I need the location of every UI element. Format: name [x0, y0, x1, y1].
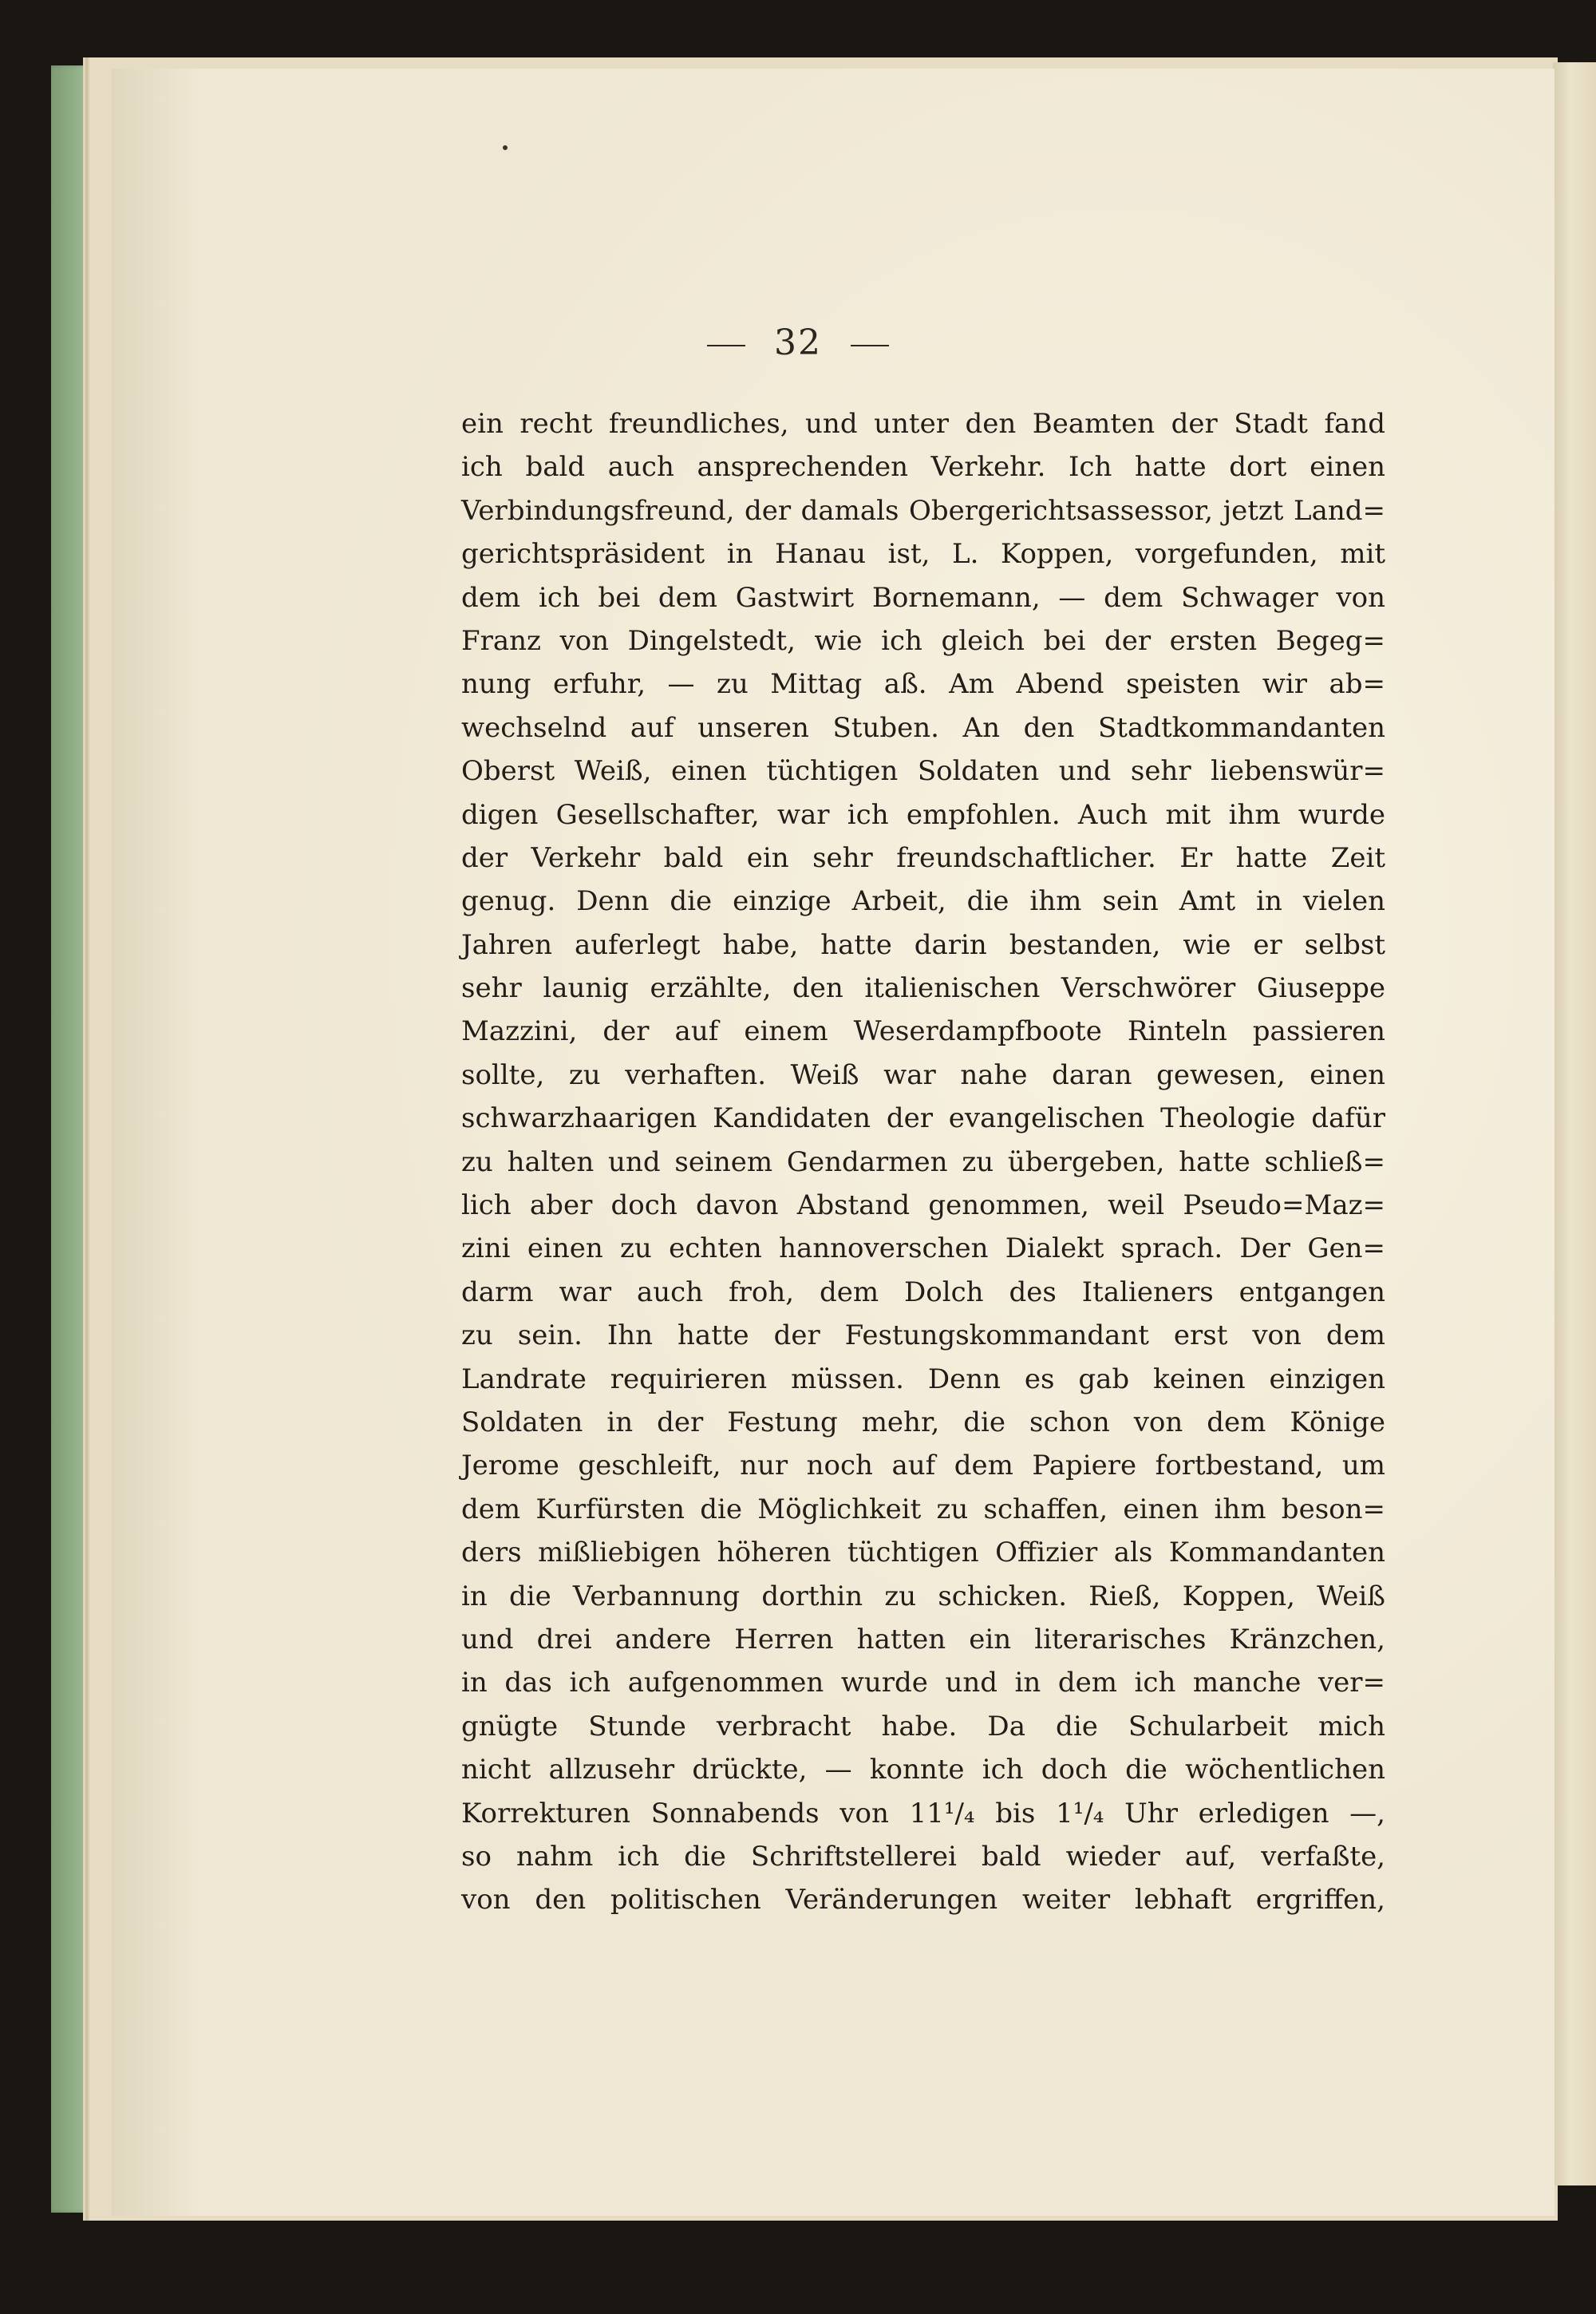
body-text: [461, 402, 1385, 1922]
text-line: ein recht freundliches, und unter den Beamten der Stadt fand: [461, 408, 1385, 440]
text-line: darm war auch froh, dem Dolch des Italieners entgangen: [461, 1276, 1385, 1308]
text-line: lich aber doch davon Abstand genommen, weil Pseudo=Maz=: [461, 1189, 1385, 1222]
text-line: zini einen zu echten hannoverschen Dialekt sprach. Der Gen=: [461, 1232, 1385, 1265]
ink-speck: [503, 145, 508, 150]
text-line: Jerome geschleift, nur noch auf dem Papiere fortbestand, um: [461, 1450, 1385, 1482]
page-number: 32: [774, 322, 822, 363]
text-line: der Verkehr bald ein sehr freundschaftlicher. Er hatte Zeit: [461, 841, 1385, 874]
text-line: in die Verbannung dorthin zu schicken. Rieß, Koppen, Weiß: [461, 1580, 1385, 1612]
text-line: gerichtspräsident in Hanau ist, L. Koppen, vorgefunden, mit: [461, 538, 1385, 571]
text-line: Landrate requirieren müssen. Denn es gab keinen einzigen: [461, 1363, 1385, 1395]
text-line: dem Kurfürsten die Möglichkeit zu schaffen, einen ihm beson=: [461, 1493, 1385, 1525]
text-line: Oberst Weiß, einen tüchtigen Soldaten und sehr liebenswür=: [461, 755, 1385, 788]
text-line: Verbindungsfreund, der damals Obergerichtsassessor, jetzt Land=: [461, 494, 1385, 527]
text-line: so nahm ich die Schriftstellerei bald wieder auf, verfaßte,: [461, 1840, 1385, 1873]
text-line: zu sein. Ihn hatte der Festungskommandant erst von dem: [461, 1319, 1385, 1352]
text-line: sehr launig erzählte, den italienischen Verschwörer Giuseppe: [461, 972, 1385, 1005]
page-number-header: [0, 322, 1596, 363]
text-line: Mazzini, der auf einem Weserdampfboote Rinteln passieren: [461, 1015, 1385, 1048]
left-dash: [707, 345, 745, 346]
text-line: Franz von Dingelstedt, wie ich gleich bei der ersten Begeg=: [461, 624, 1385, 657]
text-line: genug. Denn die einzige Arbeit, die ihm sein Amt in vielen: [461, 885, 1385, 918]
next-page-edge: [1553, 62, 1596, 2185]
text-line: und drei andere Herren hatten ein literarisches Kränzchen,: [461, 1623, 1385, 1655]
text-line: Jahren auferlegt habe, hatte darin bestanden, wie er selbst: [461, 928, 1385, 961]
text-line: in das ich aufgenommen wurde und in dem ich manche ver=: [461, 1667, 1385, 1699]
text-line: dem ich bei dem Gastwirt Bornemann, — dem Schwager von: [461, 581, 1385, 614]
right-dash: [851, 345, 889, 346]
text-line: digen Gesellschafter, war ich empfohlen. Auch mit ihm wurde: [461, 798, 1385, 831]
text-line: gnügte Stunde verbracht habe. Da die Schularbeit mich: [461, 1710, 1385, 1742]
text-line: nicht allzusehr drückte, — konnte ich doch die wöchentlichen: [461, 1754, 1385, 1786]
text-line: ich bald auch ansprechenden Verkehr. Ich hatte dort einen: [461, 451, 1385, 484]
text-line: von den politischen Veränderungen weiter lebhaft ergriffen,: [461, 1884, 1385, 1916]
text-line: nung erfuhr, — zu Mittag aß. Am Abend speisten wir ab=: [461, 668, 1385, 701]
text-line: zu halten und seinem Gendarmen zu übergeben, hatte schließ=: [461, 1145, 1385, 1178]
text-line: Korrekturen Sonnabends von 11¹/₄ bis 1¹/₄ Uhr erledigen —,: [461, 1797, 1385, 1829]
text-line: sollte, zu verhaften. Weiß war nahe daran gewesen, einen: [461, 1058, 1385, 1091]
text-line: wechselnd auf unseren Stuben. An den Stadtkommandanten: [461, 711, 1385, 744]
text-line: Soldaten in der Festung mehr, die schon von dem Könige: [461, 1406, 1385, 1438]
text-line: schwarzhaarigen Kandidaten der evangelischen Theologie dafür: [461, 1102, 1385, 1135]
text-line: ders mißliebigen höheren tüchtigen Offizier als Kommandanten: [461, 1537, 1385, 1569]
